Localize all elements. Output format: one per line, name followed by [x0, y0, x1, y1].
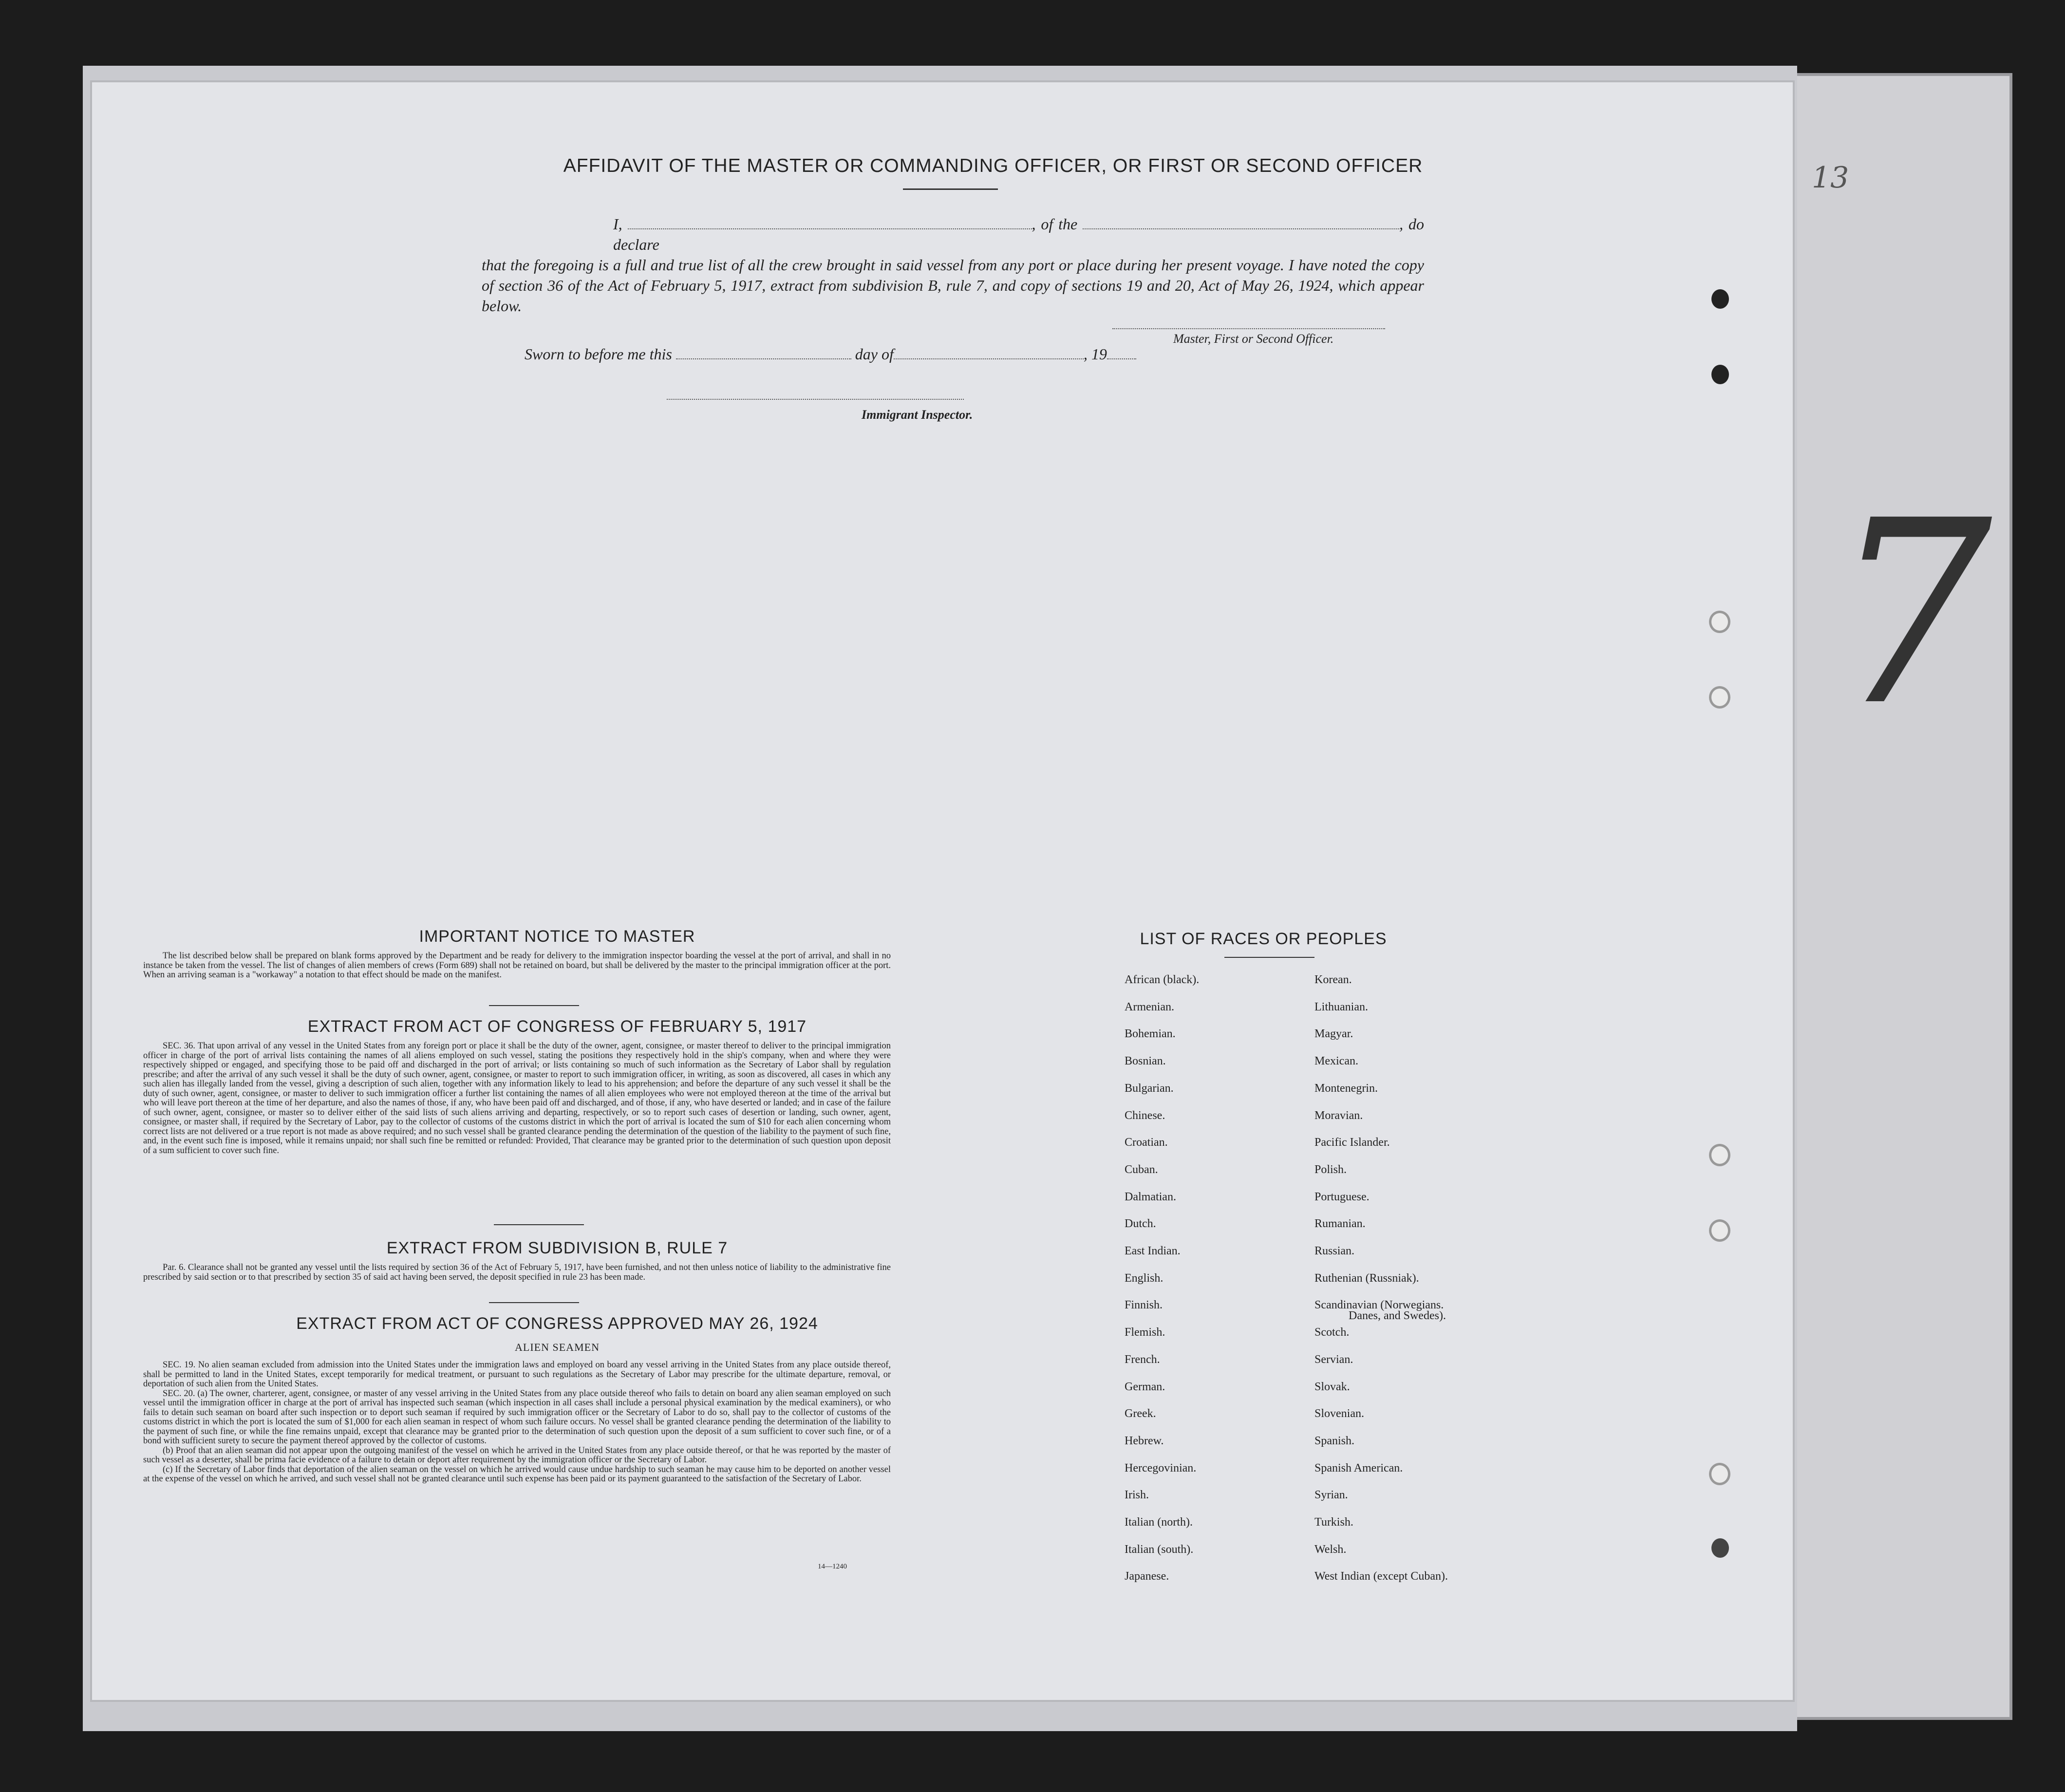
underlying-sheet — [1783, 73, 2012, 1720]
sworn-day-field[interactable] — [676, 347, 851, 359]
extract-1924-body — [143, 1361, 891, 1484]
section-divider — [489, 1005, 579, 1006]
sworn-line — [525, 345, 1136, 363]
race-item: Welsh. — [1314, 1543, 1347, 1556]
master-signature-line[interactable] — [1112, 328, 1385, 329]
race-item: German. — [1125, 1381, 1165, 1393]
title-divider — [903, 188, 998, 190]
race-item: Magyar. — [1314, 1027, 1353, 1040]
race-item: Finnish. — [1125, 1299, 1163, 1311]
race-item: African (black). — [1125, 973, 1200, 986]
punch-hole — [1709, 611, 1730, 633]
race-item: Slovak. — [1314, 1381, 1350, 1393]
race-item: Spanish. — [1314, 1435, 1355, 1447]
affidavit-title: AFFIDAVIT OF THE MASTER OR COMMANDING OFFICER, OR FIRST OR SECOND OFFICER — [563, 155, 1423, 176]
day-of-label: day of — [855, 345, 894, 363]
sec19-text: SEC. 19. No alien seaman excluded from admission into the United States under the immigration laws and employed on board any vessel arriving in the United States from any place outside thereof, shall be permitted to land in the United States, except temporarily for medical treatment, or pursuant to such regulations as the Secretary of Labor may prescribe for the ultimate departure, removal, or deportation of such alien from the United States. — [143, 1360, 891, 1389]
race-item: Irish. — [1125, 1489, 1149, 1501]
punch-hole — [1711, 365, 1729, 384]
sec20a-text: SEC. 20. (a) The owner, charterer, agent, consignee, or master of any vessel arriving in the United States from any place outside thereof who fails to detain on board any alien seaman employed on such vessel until the immigration officer in charge at the port of arrival has inspected such seaman (which inspection in all cases shall include a personal physical examination by the medical examiners), or who fails to detain such seaman on board after such inspection or to deport such seaman if required by such immigration officer or the Secretary of Labor to do so, shall pay to the collector of customs of the customs district in which the port is located the sum of $1,000 for each alien seaman in respect of whom such failure occurs. No vessel shall be granted clearance pending the determination of the liability to the payment of such fine, or while the fine remains unpaid, except that clearance may be granted prior to the determination of such question upon the deposit of a sum sufficient to cover such fine, or of a bond with sufficient surety to secure the payment thereof approved by the collector of customs. — [143, 1388, 891, 1446]
race-item: Russian. — [1314, 1245, 1355, 1257]
race-item: East Indian. — [1125, 1245, 1181, 1257]
i-label: I, — [613, 215, 622, 233]
race-item: Korean. — [1314, 973, 1352, 986]
race-item: Armenian. — [1125, 1001, 1174, 1013]
race-item: English. — [1125, 1272, 1164, 1285]
race-item: Bulgarian. — [1125, 1082, 1174, 1095]
punch-hole — [1711, 1538, 1729, 1558]
sworn-label: Sworn to before me this — [525, 345, 672, 363]
race-item: Croatian. — [1125, 1136, 1168, 1149]
extract-rule7-title: EXTRACT FROM SUBDIVISION B, RULE 7 — [386, 1239, 728, 1257]
extract-rule7-text: Par. 6. Clearance shall not be granted any vessel until the lists required by section 36 of the Act of February 5, 1917, have been furnished, and not then unless notice of liability to the administrative fine prescribed by said section or to that prescribed by section 35 of said act having been served, the deposit specified in rule 23 has been made. — [143, 1263, 891, 1282]
race-item: Syrian. — [1314, 1489, 1348, 1501]
races-title: LIST OF RACES OR PEOPLES — [1140, 930, 1387, 948]
race-item: Ruthenian (Russniak). — [1314, 1272, 1419, 1285]
affidavit-declaration — [482, 214, 1424, 316]
master-signature-caption: Master, First or Second Officer. — [1173, 332, 1334, 346]
race-item: Lithuanian. — [1314, 1001, 1368, 1013]
sworn-year-field[interactable] — [1107, 347, 1136, 359]
race-item: Dutch. — [1125, 1217, 1156, 1230]
sec20b-text: (b) Proof that an alien seaman did not appear upon the outgoing manifest of the vessel on which he arrived in the United States from any place outside thereof, or that he was reported by the master of such vessel as a deserter, shall be prima facie evidence of a failure to detain or deport after requirement by the immigration officer or the Secretary of Labor. — [143, 1445, 891, 1465]
punch-hole — [1709, 1219, 1730, 1242]
race-item: Pacific Islander. — [1314, 1136, 1390, 1149]
year-label: , 19 — [1083, 345, 1107, 363]
race-item: Polish. — [1314, 1163, 1347, 1176]
notice-text: The list described below shall be prepared on blank forms approved by the Department and be ready for delivery to the immigration inspector boarding the vessel at the port of arrival, and shall in no instance be taken from the vessel. The list of changes of alien members of crews (Form 689) shall not be retained on board, but shall be delivered by the master to the principal immigration officer at the port. When an arriving seaman is a "workaway" a notation to that effect should be made on the manifest. — [143, 951, 891, 980]
sworn-month-field[interactable] — [894, 347, 1084, 359]
race-item: Japanese. — [1125, 1570, 1169, 1583]
race-item: Mexican. — [1314, 1055, 1358, 1067]
extract-1917-title: EXTRACT FROM ACT OF CONGRESS OF FEBRUARY 5, 1917 — [307, 1017, 807, 1036]
notice-title: IMPORTANT NOTICE TO MASTER — [419, 927, 695, 946]
race-item: Bosnian. — [1125, 1055, 1166, 1067]
race-item: Flemish. — [1125, 1326, 1165, 1339]
race-item: Montenegrin. — [1314, 1082, 1378, 1095]
affidavit-statement: that the foregoing is a full and true list of all the crew brought in said vessel from any port or place during her present voyage. I have noted the copy of section 36 of the Act of February 5, 1917, extract from subdivision B, rule 7, and copy of sections 19 and 20, Act of May 26, 1924, which appear below. — [482, 256, 1424, 315]
race-item: Turkish. — [1314, 1516, 1353, 1529]
punch-hole — [1709, 1463, 1730, 1485]
race-item: Bohemian. — [1125, 1027, 1176, 1040]
race-item-continuation: Danes, and Swedes). — [1349, 1309, 1446, 1322]
of-the-label: , of the — [1032, 215, 1078, 233]
race-item: Hercegovinian. — [1125, 1462, 1197, 1475]
race-item: Servian. — [1314, 1353, 1353, 1366]
inspector-caption: Immigrant Inspector. — [862, 408, 973, 422]
race-item: Slovenian. — [1314, 1407, 1364, 1420]
inspector-signature-line[interactable] — [667, 399, 964, 400]
sec20c-text: (c) If the Secretary of Labor finds that deportation of the alien seaman on the vessel on which he arrived would cause undue hardship to such seaman he may cause him to be deported on another vessel at the expense of the vessel on which he arrived, and such vessel shall not be granted clearance until such expense has been paid or its payment guaranteed to the satisfaction of the Secretary of Labor. — [143, 1464, 891, 1484]
race-item: Italian (north). — [1125, 1516, 1193, 1529]
race-item: Moravian. — [1314, 1109, 1363, 1122]
race-item: Scandinavian (Norwegians. — [1314, 1299, 1444, 1311]
form-number: 14—1240 — [818, 1563, 847, 1570]
vessel-field[interactable] — [1083, 217, 1399, 229]
handwritten-numeral: 7 — [1831, 466, 1992, 761]
document-page — [90, 80, 1795, 1702]
race-item: Hebrew. — [1125, 1435, 1164, 1447]
extract-1924-subtitle: ALIEN SEAMEN — [515, 1341, 600, 1353]
race-item: Spanish American. — [1314, 1462, 1403, 1475]
do-declare-label: , do declare — [613, 215, 1425, 253]
punch-hole — [1711, 289, 1729, 309]
name-field[interactable] — [628, 217, 1032, 229]
race-item: Rumanian. — [1314, 1217, 1366, 1230]
race-item: Cuban. — [1125, 1163, 1158, 1176]
race-item: Portuguese. — [1314, 1191, 1370, 1203]
race-item: Greek. — [1125, 1407, 1156, 1420]
punch-hole — [1709, 1144, 1730, 1166]
race-item: French. — [1125, 1353, 1160, 1366]
races-divider — [1224, 957, 1314, 958]
race-item: Chinese. — [1125, 1109, 1165, 1122]
extract-1924-title: EXTRACT FROM ACT OF CONGRESS APPROVED MAY 26, 1924 — [296, 1314, 818, 1333]
punch-hole — [1709, 686, 1730, 709]
extract-1917-text: SEC. 36. That upon arrival of any vessel in the United States from any foreign port or place it shall be the duty of the owner, agent, consignee, or master thereof to deliver to the principal immigration officer in charge of the port of arrival lists containing the names of all aliens employed on such vessel, stating the positions they respectively hold in the ship's company, when and where they were respectively shipped or engaged, and specifying those to be paid off and discharged in the port of arrival; or lists containing so much of such information as the Secretary of Labor shall by regulation prescribe; and after the arrival of any such vessel it shall be the duty of such owner, agent, consignee, or master to report to such immigration officer, in writing, as soon as discovered, all cases in which any such alien has illegally landed from the vessel, giving a description of such alien, together with any information likely to lead to his apprehension; and before the departure of any such vessel it shall be the duty of such owner, agent, consignee, or master to deliver to such immigration officer a further list containing the names of all alien employees who were not employed thereon at the time of the arrival but who will leave port thereon at the time of her departure, and also the names of those, if any, who have been paid off and discharged, and of those, if any, who have deserted or landed; and in case of the failure of such owner, agent, consignee, or master so to deliver either of the said lists of such aliens arriving and departing, respectively, or so to report such cases of desertion or landing, such owner, agent, consignee, or master shall, if required by the Secretary of Labor, pay to the collector of customs of the customs district in which the port of arrival is located the sum of $10 for each alien concerning whom correct lists are not delivered or a true report is not made as above required; and no such vessel shall be granted clearance pending the determination of the question of the liability to the payment of such fine, and, in the event such fine is imposed, while it remains unpaid; nor shall such fine be remitted or refunded: Provided, That clearance may be granted prior to the determination of such question upon deposit of a sum sufficient to cover such fine. — [143, 1041, 891, 1156]
section-divider — [494, 1224, 584, 1225]
race-item: Dalmatian. — [1125, 1191, 1176, 1203]
section-divider — [489, 1302, 579, 1303]
handwritten-mark: 13 — [1812, 161, 1849, 195]
race-item: Italian (south). — [1125, 1543, 1194, 1556]
race-item: West Indian (except Cuban). — [1314, 1570, 1448, 1583]
race-item: Scotch. — [1314, 1326, 1350, 1339]
